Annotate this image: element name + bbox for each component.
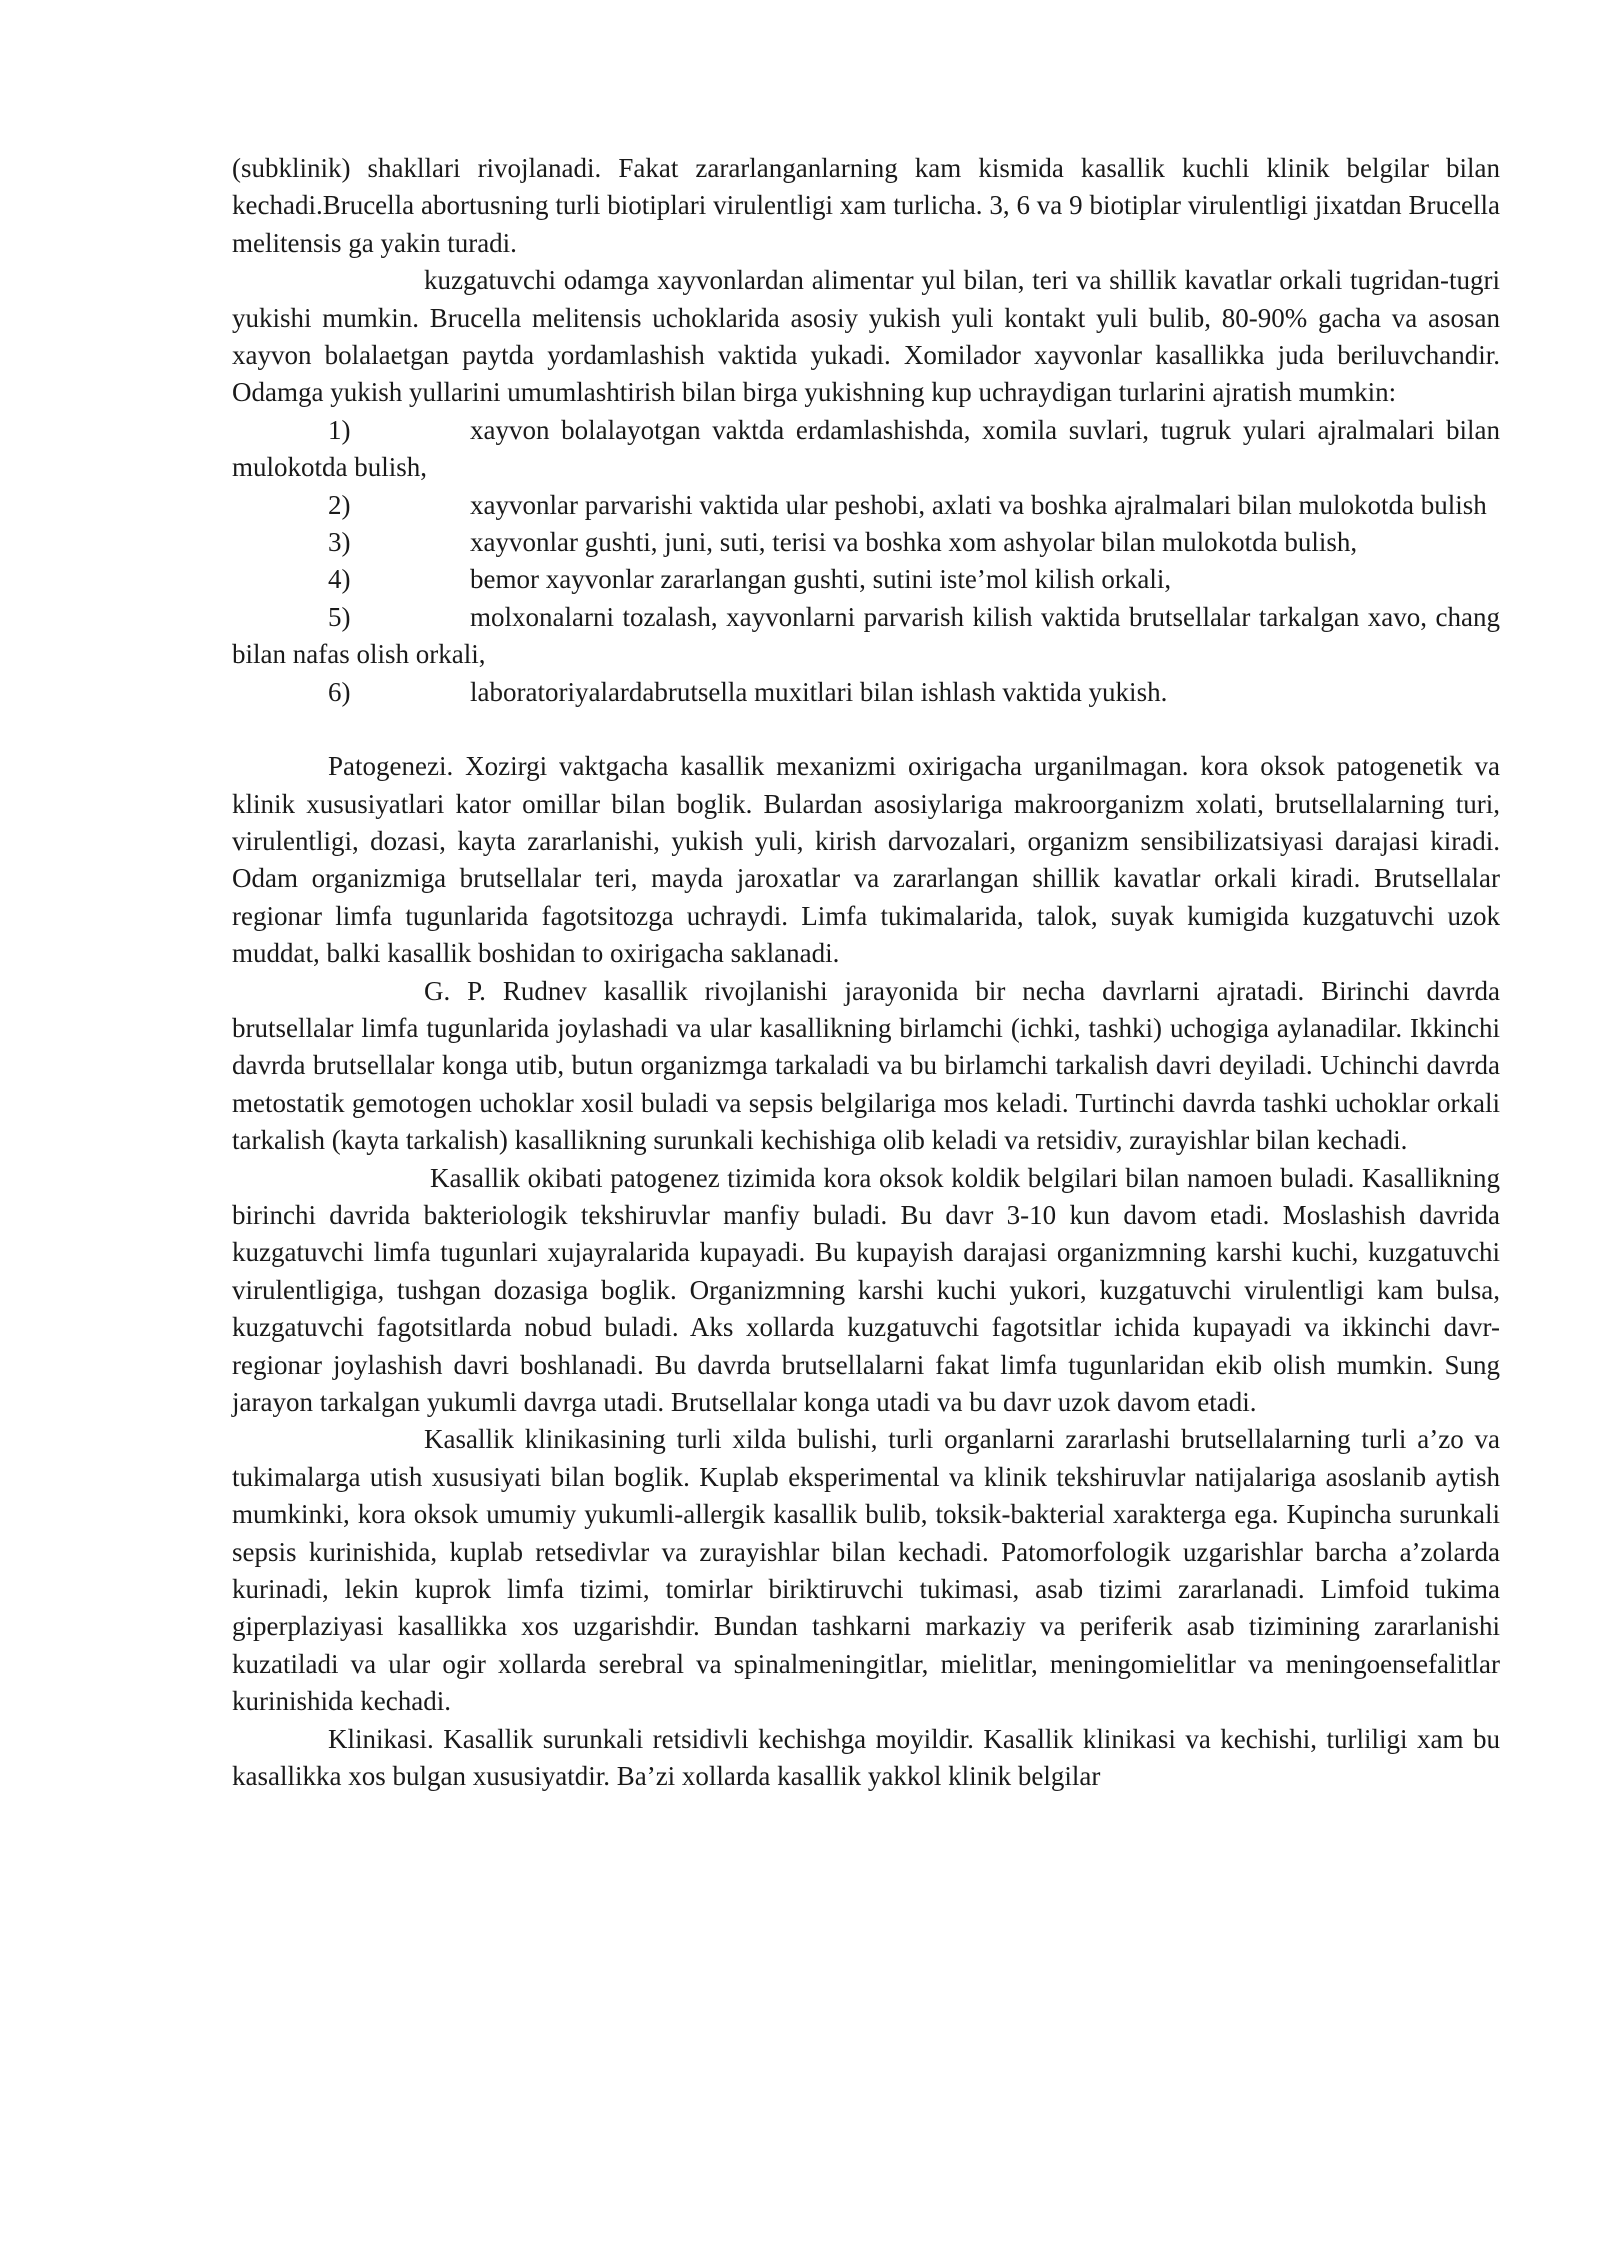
list-item bbox=[232, 674, 1500, 711]
transmission-list bbox=[232, 412, 1500, 711]
paragraph-clinic-variety: Kasallik klinikasining turli xilda bulishi, turli organlarni zararlashi brutsellalarning turli a’zo va tukimalarga utish xususiyati bilan boglik. Kuplab eksperimental va klinik tekshiruvlar natijalariga asoslanib aytish mumkinki, kora oksok umumiy yukumli-allergik kasallik bulib, toksik-bakterial xarakterga ega. Kupincha surunkali sepsis kurinishida, kuplab retsedivlar va zurayishlar bilan kechadi. Patomorfologik uzgarishlar barcha a’zolarda kurinadi, lekin kuprok limfa tizimi, tomirlar biriktiruvchi tukimasi, asab tizimi zararlanadi. Limfoid tukima giperplaziyasi kasallikka xos uzgarishdir. Bundan tashkarni markaziy va periferik asab tizimining zararlanishi kuzatiladi va ular ogir xollarda serebral va spinalmeningitlar, mielitlar, meningomielitlar va meningoensefalitlar kurinishida kechadi. bbox=[232, 1424, 1500, 1717]
document-page bbox=[232, 150, 1500, 1795]
list-item bbox=[232, 412, 1500, 487]
list-item-number: 1) bbox=[328, 414, 351, 445]
list-item bbox=[232, 524, 1500, 561]
list-item-text: bemor xayvonlar zararlangan gushti, sutini iste’mol kilish orkali, bbox=[470, 564, 1172, 595]
paragraph-rudnev: G. P. Rudnev kasallik rivojlanishi jarayonida bir necha davrlarni ajratadi. Birinchi davrda brutsellalar limfa tugunlarida joylashadi va ular kasallikning birlamchi (ichki, tashki) uchogiga aylanadilar. Ikkinchi davrda brutsellalar konga utib, butun organizmga tarkaladi va bu birlamchi tarkalish davri deyiladi. Uchinchi davrda metostatik gemotogen uchoklar xosil buladi va sepsis belgilariga mos keladi. Turtinchi davrda tashki uchoklar orkali tarkalish (kayta tarkalish) kasallikning surunkali kechishiga olib keladi va retsidiv, zurayishlar bilan kechadi. bbox=[232, 975, 1500, 1156]
list-item-text: xayvonlar parvarishi vaktida ular peshobi, axlati va boshka ajralmalari bilan mulokotda bulish bbox=[470, 489, 1487, 520]
paragraph-intro: (subklinik) shakllari rivojlanadi. Fakat zararlanganlarning kam kismida kasallik kuchli klinik belgilar bilan kechadi.Brucella abortusning turli biotiplari virulentligi xam turlicha. 3, 6 va 9 biotiplar virulentligi jixatdan Brucella melitensis ga yakin turadi. bbox=[232, 153, 1500, 258]
list-item-number: 2) bbox=[328, 489, 351, 520]
list-item bbox=[232, 599, 1500, 674]
list-item-number: 3) bbox=[328, 527, 351, 558]
list-item bbox=[232, 561, 1500, 598]
paragraph-transmission: kuzgatuvchi odamga xayvonlardan alimentar yul bilan, teri va shillik kavatlar orkali tugridan-tugri yukishi mumkin. Brucella melitensis uchoklarida asosiy yukish yuli kontakt yuli bulib, 80-90% gacha va asosan xayvon bolalaetgan paytda yordamlashish vaktida yukadi. Xomilador xayvonlar kasallikka juda beriluvchandir. Odamga yukish yullarini umumlashtirish bilan birga yukishning kup uchraydigan turlarini ajratish mumkin: bbox=[232, 265, 1500, 408]
paragraph-outcome: Kasallik okibati patogenez tizimida kora oksok koldik belgilari bilan namoen buladi. Kasallikning birinchi davrida bakteriologik tekshiruvlar manfiy buladi. Bu davr 3-10 kun davom etadi. Moslashish davrida kuzgatuvchi limfa tugunlari xujayralarida kupayadi. Bu kupayish darajasi organizmning karshi kuchi, kuzgatuvchi virulentligiga, tushgan dozasiga boglik. Organizmning karshi kuchi yukori, kuzgatuvchi virulentligi kam bulsa, kuzgatuvchi fagotsitlarda nobud buladi. Aks xollarda kuzgatuvchi fagotsitlar ichida kupayadi va ikkinchi davr-regionar joylashish davri boshlanadi. Bu davrda brutsellalarni fakat limfa tugunlaridan ekib olish mumkin. Sung jarayon tarkalgan yukumli davrga utadi. Brutsellalar konga utadi va bu davr uzok davom etadi. bbox=[232, 1162, 1500, 1417]
list-item-text: xayvon bolalayotgan vaktda erdamlashishda, xomila suvlari, tugruk yulari ajralmalari bilan mulokotda bulish, bbox=[232, 414, 1500, 483]
list-item-text: laboratoriyalardabrutsella muxitlari bilan ishlash vaktida yukish. bbox=[470, 676, 1168, 707]
list-item-number: 5) bbox=[328, 601, 351, 632]
paragraph-pathogenesis: Patogenezi. Xozirgi vaktgacha kasallik mexanizmi oxirigacha urganilmagan. kora oksok patogenetik va klinik xususiyatlari kator omillar bilan boglik. Bulardan asosiylariga makroorganizm xolati, brutsellalarning turi, virulentligi, dozasi, kayta zararlanishi, yukish yuli, kirish darvozalari, organizm sensibilizatsiyasi darajasi kiradi. Odam organizmiga brutsellalar teri, mayda jaroxatlar va zararlangan shillik kavatlar orkali kiradi. Brutsellalar regionar limfa tugunlarida fagotsitozga uchraydi. Limfa tukimalarida, talok, suyak kumigida kuzgatuvchi uzok muddat, balki kasallik boshidan to oxirigacha saklanadi. bbox=[232, 751, 1500, 969]
list-item bbox=[232, 487, 1500, 524]
list-item-text: xayvonlar gushti, juni, suti, terisi va boshka xom ashyolar bilan mulokotda bulish, bbox=[470, 527, 1358, 558]
list-item-text: molxonalarni tozalash, xayvonlarni parvarish kilish vaktida brutsellalar tarkalgan xavo, chang bilan nafas olish orkali, bbox=[232, 601, 1500, 670]
paragraph-clinic: Klinikasi. Kasallik surunkali retsidivli kechishga moyildir. Kasallik klinikasi va kechishi, turliligi xam bu kasallikka xos bulgan xususiyatdir. Ba’zi xollarda kasallik yakkol klinik belgilar bbox=[232, 1723, 1500, 1792]
paragraph-spacer bbox=[232, 711, 1500, 748]
list-item-number: 6) bbox=[328, 676, 351, 707]
list-item-number: 4) bbox=[328, 564, 351, 595]
